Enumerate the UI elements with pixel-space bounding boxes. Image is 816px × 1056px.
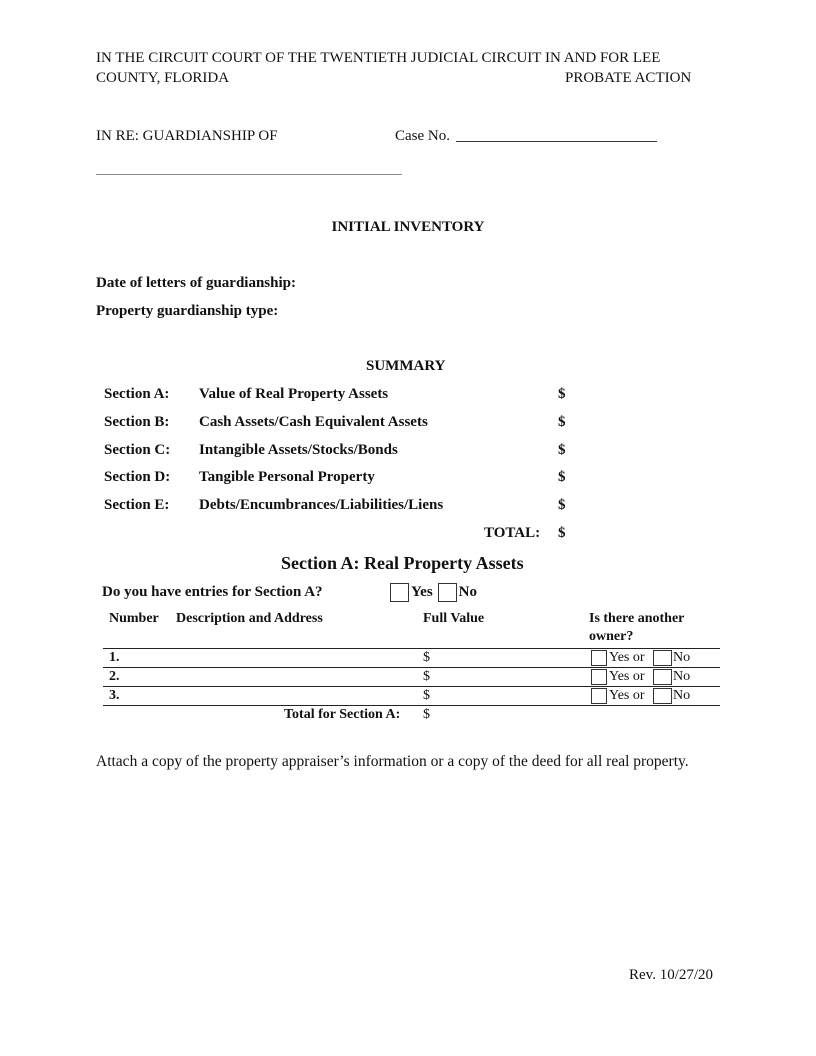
summary-dollar: $	[558, 414, 566, 430]
section-a-yes-label: Yes	[411, 584, 433, 600]
row-yes-checkbox[interactable]	[591, 669, 607, 685]
section-a-yes-checkbox[interactable]	[390, 583, 409, 602]
col-owner-header: Is there another	[589, 611, 685, 626]
summary-total-dollar: $	[558, 525, 566, 541]
summary-dollar: $	[558, 469, 566, 485]
court-heading-line1: IN THE CIRCUIT COURT OF THE TWENTIETH JUDICIAL CIRCUIT IN AND FOR LEE	[96, 50, 661, 66]
row-yes-checkbox[interactable]	[591, 650, 607, 666]
row-dollar: $	[423, 650, 430, 665]
summary-description: Intangible Assets/Stocks/Bonds	[199, 442, 398, 458]
row-yes-label: Yes or	[609, 669, 645, 684]
section-a-question: Do you have entries for Section A?	[102, 584, 323, 600]
col-description-header: Description and Address	[176, 611, 323, 626]
summary-dollar: $	[558, 497, 566, 513]
document-title: INITIAL INVENTORY	[331, 219, 485, 235]
row-no-checkbox[interactable]	[653, 650, 672, 666]
revision-date: Rev. 10/27/20	[629, 967, 714, 983]
summary-description: Value of Real Property Assets	[199, 386, 389, 402]
col-number-header: Number	[109, 611, 159, 626]
row-dollar: $	[423, 688, 430, 703]
section-a-title: Section A: Real Property Assets	[281, 553, 524, 573]
table-rule	[103, 667, 720, 668]
row-yes-label: Yes or	[609, 688, 645, 703]
section-a-total-label: Total for Section A:	[284, 707, 401, 722]
row-no-label: No	[673, 669, 691, 684]
summary-description: Tangible Personal Property	[199, 469, 375, 485]
col-owner-header-line2: owner?	[589, 629, 634, 644]
table-rule	[103, 705, 720, 706]
row-number: 2.	[109, 669, 120, 684]
date-letters-label: Date of letters of guardianship:	[96, 275, 296, 291]
row-no-label: No	[673, 650, 691, 665]
summary-total-label: TOTAL:	[484, 525, 541, 541]
attach-note: Attach a copy of the property appraiser’s information or a copy of the deed for all real property.	[96, 753, 689, 770]
row-number: 1.	[109, 650, 120, 665]
table-rule	[103, 648, 720, 649]
summary-section-label: Section A:	[104, 386, 170, 402]
row-dollar: $	[423, 669, 430, 684]
probate-action-label: PROBATE ACTION	[565, 70, 692, 86]
case-no-field[interactable]	[456, 141, 657, 142]
col-value-header: Full Value	[423, 611, 485, 626]
summary-section-label: Section E:	[104, 497, 170, 513]
property-type-label: Property guardianship type:	[96, 303, 279, 319]
row-yes-label: Yes or	[609, 650, 645, 665]
case-no-label: Case No.	[395, 128, 450, 144]
summary-section-label: Section D:	[104, 469, 171, 485]
section-a-yes-no	[390, 583, 477, 602]
summary-description: Cash Assets/Cash Equivalent Assets	[199, 414, 428, 430]
section-a-no-checkbox[interactable]	[438, 583, 457, 602]
summary-section-label: Section B:	[104, 414, 170, 430]
row-yes-checkbox[interactable]	[591, 688, 607, 704]
row-no-label: No	[673, 688, 691, 703]
ward-name-field[interactable]	[96, 174, 402, 175]
summary-dollar: $	[558, 386, 566, 402]
in-re-label: IN RE: GUARDIANSHIP OF	[96, 128, 278, 144]
row-number: 3.	[109, 688, 120, 703]
summary-section-label: Section C:	[104, 442, 171, 458]
row-no-checkbox[interactable]	[653, 688, 672, 704]
summary-dollar: $	[558, 442, 566, 458]
table-rule	[103, 686, 720, 687]
summary-title: SUMMARY	[366, 358, 446, 374]
section-a-total-dollar: $	[423, 707, 430, 722]
court-heading-line2: COUNTY, FLORIDA	[96, 70, 230, 86]
row-no-checkbox[interactable]	[653, 669, 672, 685]
summary-description: Debts/Encumbrances/Liabilities/Liens	[199, 497, 444, 513]
section-a-no-label: No	[458, 584, 478, 600]
